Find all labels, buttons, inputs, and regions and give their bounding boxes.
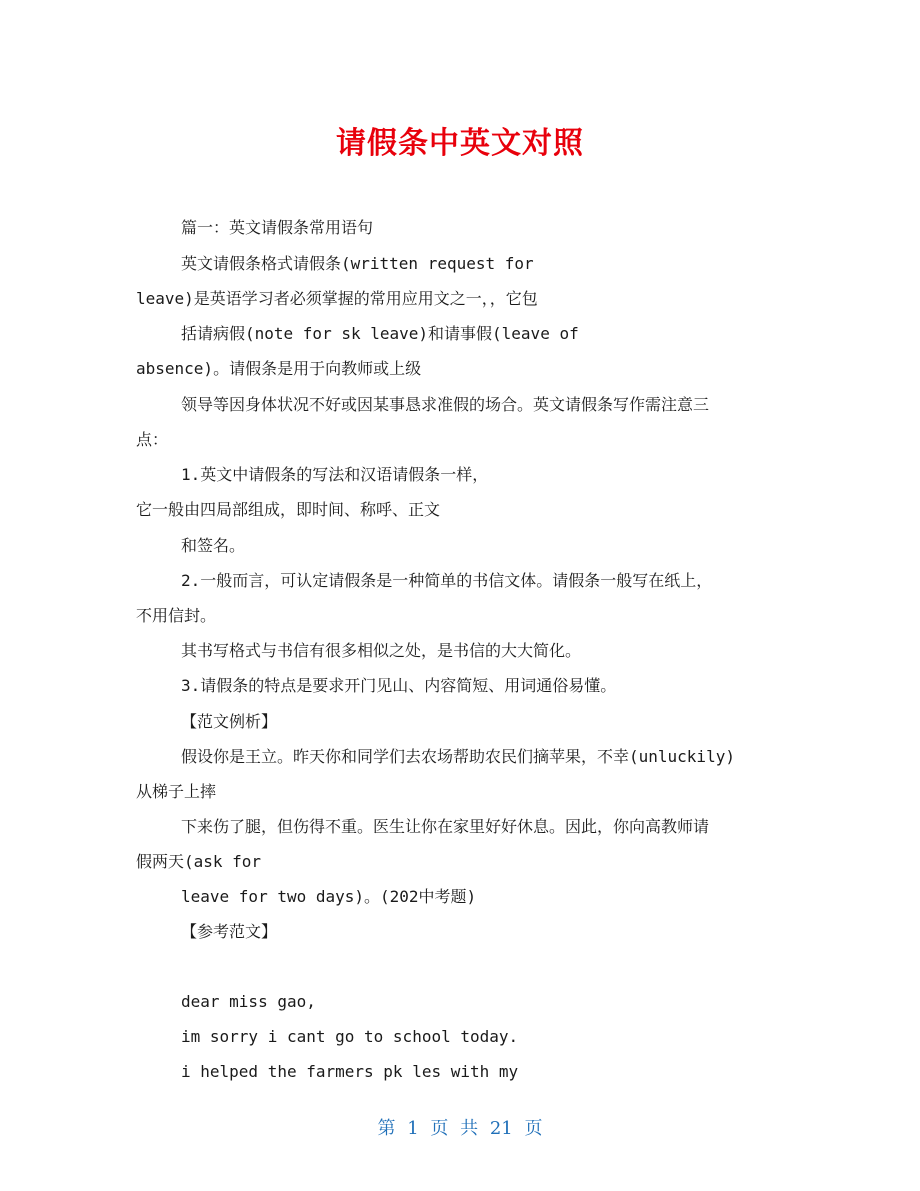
text-line: leave for two days)。(202中考题) bbox=[181, 887, 477, 906]
section-heading: 【范文例析】 bbox=[181, 712, 278, 731]
text-line: 领导等因身体状况不好或因某事恳求准假的场合。英文请假条写作需注意三 bbox=[181, 395, 710, 414]
text-line: 3.请假条的特点是要求开门见山、内容简短、用词通俗易懂。 bbox=[181, 676, 617, 695]
text-line: 括请病假(note for sk leave)和请事假(leave of bbox=[181, 324, 579, 343]
text-line: 不用信封。 bbox=[136, 606, 217, 625]
text-line: 篇一：英文请假条常用语句 bbox=[181, 218, 374, 237]
page-number: 第 1 页 共 21 页 bbox=[377, 1118, 543, 1139]
text-line: 假设你是王立。昨天你和同学们去农场帮助农民们摘苹果，不幸(unluckily) bbox=[181, 747, 735, 766]
letter-line: i helped the farmers pk les with my bbox=[181, 1062, 519, 1081]
text-line: 英文请假条格式请假条(written request for bbox=[181, 254, 534, 273]
text-line: 其书写格式与书信有很多相似之处，是书信的大大简化。 bbox=[181, 641, 582, 660]
text-line: 2.一般而言，可认定请假条是一种简单的书信文体。请假条一般写在纸上， bbox=[181, 571, 713, 590]
text-line: 从梯子上摔 bbox=[136, 782, 217, 801]
text-line: 1.英文中请假条的写法和汉语请假条一样， bbox=[181, 465, 489, 484]
text-line: 它一般由四局部组成，即时间、称呼、正文 bbox=[136, 500, 441, 519]
text-line: 假两天(ask for bbox=[136, 852, 262, 871]
document-title: 请假条中英文对照 bbox=[336, 126, 584, 161]
text-line: 下来伤了腿，但伤得不重。医生让你在家里好好休息。因此，你向高教师请 bbox=[181, 817, 710, 836]
text-line: 点： bbox=[136, 430, 169, 449]
letter-line: im sorry i cant go to school today. bbox=[181, 1027, 519, 1046]
text-line: absence)。请假条是用于向教师或上级 bbox=[136, 359, 422, 378]
letter-line: dear miss gao, bbox=[181, 992, 316, 1011]
text-line: leave)是英语学习者必须掌握的常用应用文之一，，它包 bbox=[136, 289, 538, 308]
text-line: 和签名。 bbox=[181, 536, 246, 555]
section-heading: 【参考范文】 bbox=[181, 922, 278, 941]
